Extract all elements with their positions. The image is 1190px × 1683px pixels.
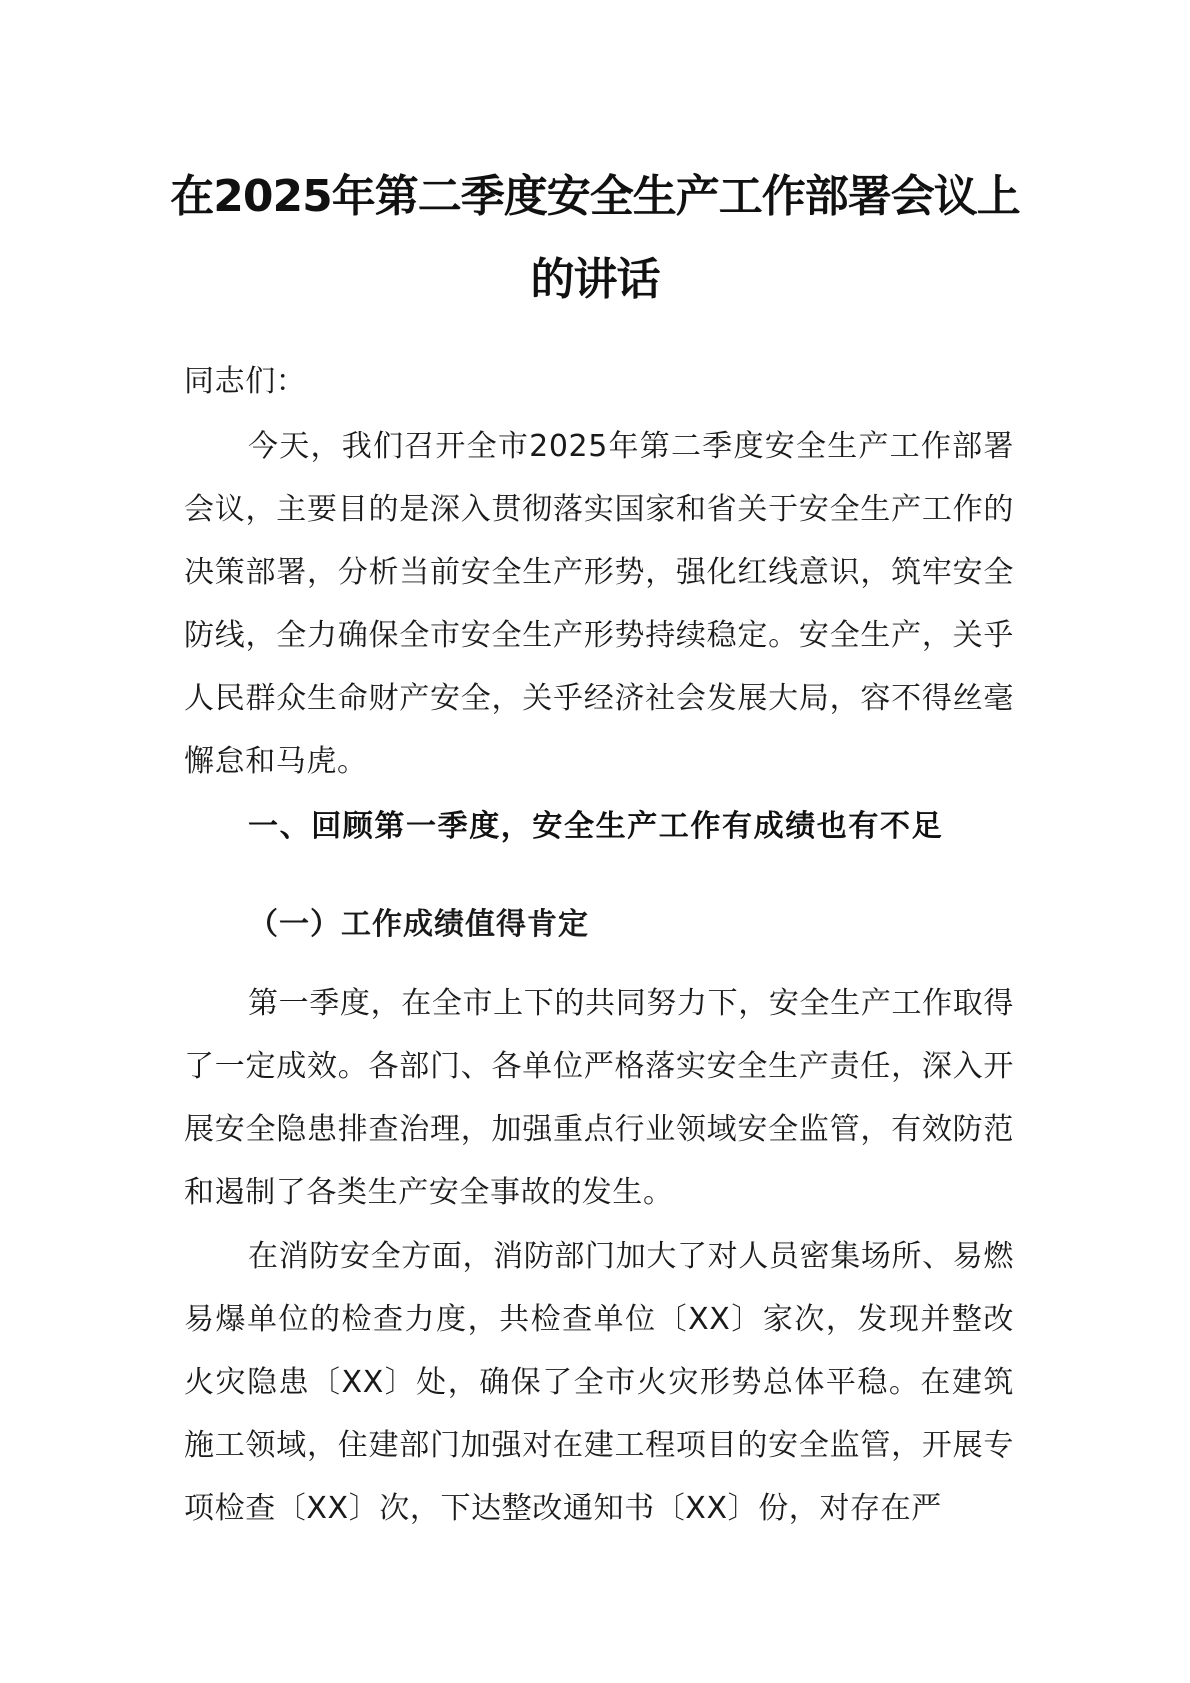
document-title-line-1: 在2025年第二季度安全生产工作部署会议上 xyxy=(170,171,1020,222)
paragraph-achievements: 第一季度，在全市上下的共同努力下，安全生产工作取得了一定成效。各部门、各单位严格落实安全生产责任，深入开展安全隐患排查治理，加强重点行业领域安全监管，有效防范和遏制了各类生产安全事故的发生。 xyxy=(184,986,1014,1210)
paragraph-fire-safety: 在消防安全方面，消防部门加大了对人员密集场所、易燃易爆单位的检查力度，共检查单位〔XX〕家次，发现并整改火灾隐患〔XX〕处，确保了全市火灾形势总体平稳。在建筑施工领域，住建部门加强对在建工程项目的安全监管，开展专项检查〔XX〕次，下达整改通知书〔XX〕份，对存在严 xyxy=(184,1239,1014,1526)
document-title-line-2: 的讲话 xyxy=(530,254,660,305)
subsection-heading-1: （一）工作成绩值得肯定 xyxy=(248,907,589,942)
paragraph-intro: 今天，我们召开全市2025年第二季度安全生产工作部署会议，主要目的是深入贯彻落实国家和省关于安全生产工作的决策部署，分析当前安全生产形势，强化红线意识，筑牢安全防线，全力确保全市安全生产形势持续稳定。安全生产，关乎人民群众生命财产安全，关乎经济社会发展大局，容不得丝毫懈怠和马虎。 xyxy=(184,429,1014,779)
salutation: 同志们： xyxy=(184,364,307,399)
section-heading-1: 一、回顾第一季度，安全生产工作有成绩也有不足 xyxy=(248,809,944,844)
